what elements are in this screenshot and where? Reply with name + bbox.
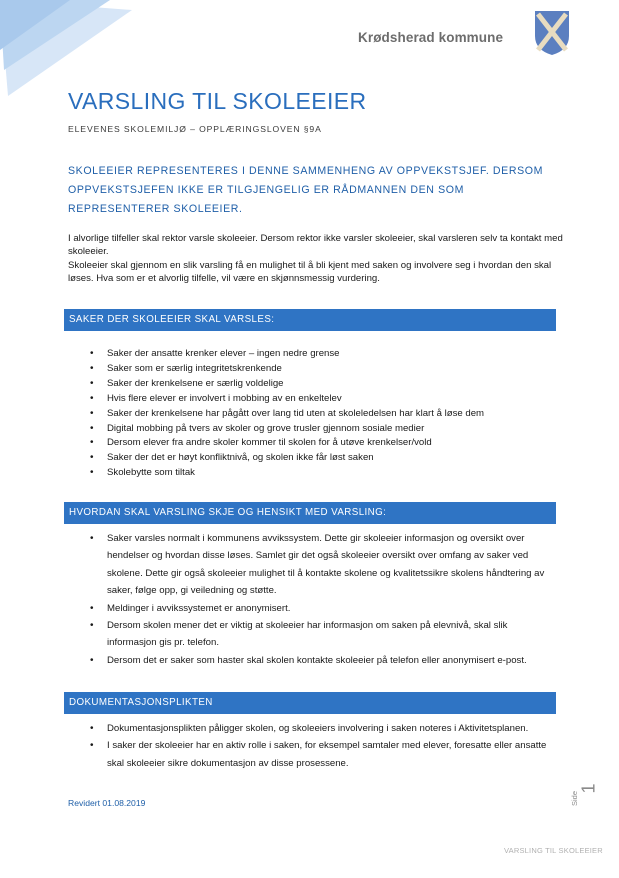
- intro-paragraph: Skoleeier skal gjennom en slik varsling få en mulighet til å bli kjent med saken og involvere seg i hvordan den skal løses. Hva som er et alvorlig tilfelle, vil være en skjønnsmessig vurdering.: [68, 259, 552, 284]
- intro-body: [68, 232, 568, 285]
- when-to-notify-list: [90, 347, 550, 481]
- list-item: • I saker der skoleeier har en aktiv rolle i saken, for eksempel samtaler med elever, foresatte eller ansatte skal skoleeier sikre dokumentasjon av disse prosessene.: [90, 737, 552, 772]
- section-heading-how-to-notify: HVORDAN SKAL VARSLING SKJE OG HENSIKT MED VARSLING:: [64, 502, 556, 524]
- list-item: • Digital mobbing på tvers av skoler og grove trusler gjennom sosiale medier: [90, 422, 550, 437]
- page-number: 1: [578, 783, 599, 794]
- list-item: • Saker der krenkelsene har pågått over lang tid uten at skoleledelsen har klart å løse dem: [90, 407, 550, 422]
- municipality-crest-icon: [534, 10, 570, 56]
- list-item: • Dersom skolen mener det er viktig at skoleeier har informasjon om saken på elevnivå, skal slik informasjon gis pr. telefon.: [90, 617, 552, 652]
- list-item: • Saker varsles normalt i kommunens avvikssystem. Dette gir skoleeier informasjon og oversikt over hendelser og hvordan disse løses. Samlet gir det også skoleeier oversikt over omfang av saker ved skolene. Dette gir også skoleeier mulighet til å kontakte skolene og kvalitetssikre skolens håndtering av saker, følge opp, gi veiledning og støtte.: [90, 530, 552, 600]
- list-item: • Dersom det er saker som haster skal skolen kontakte skoleeier på telefon eller anonymisert e-post.: [90, 652, 552, 669]
- document-title: VARSLING TIL SKOLEEIER: [68, 88, 367, 114]
- list-item: • Meldinger i avvikssystemet er anonymisert.: [90, 600, 552, 617]
- intro-heading: SKOLEEIER REPRESENTERES I DENNE SAMMENHENG AV OPPVEKSTSJEF. DERSOM OPPVEKSTSJEFEN IKKE ER TILGJENGELIG ER RÅDMANNEN DEN SOM REPRESENTERER SKOLEEIER.: [68, 165, 544, 215]
- list-item: • Saker der ansatte krenker elever – ingen nedre grense: [90, 347, 550, 362]
- list-item: • Saker der krenkelsene er særlig voldelige: [90, 377, 550, 392]
- revision-date: Revidert 01.08.2019: [68, 798, 146, 808]
- list-item: • Saker som er særlig integritetskrenkende: [90, 362, 550, 377]
- footer-running-title: VARSLING TIL SKOLEEIER: [504, 846, 603, 855]
- municipality-name: Krødsherad kommune: [358, 30, 504, 45]
- section-heading-when-to-notify: SAKER DER SKOLEEIER SKAL VARSLES:: [64, 309, 556, 331]
- list-item: • Dokumentasjonsplikten påligger skolen, og skoleeiers involvering i saken noteres i Aktivitetsplanen.: [90, 720, 552, 737]
- list-item: • Saker der det er høyt konfliktnivå, og skolen ikke får løst saken: [90, 451, 550, 466]
- corner-decoration: [0, 0, 140, 100]
- list-item: • Hvis flere elever er involvert i mobbing av en enkeltelev: [90, 392, 550, 407]
- document-subtitle: ELEVENES SKOLEMILJØ – OPPLÆRINGSLOVEN §9A: [68, 124, 322, 134]
- how-to-notify-list: [90, 530, 552, 669]
- documentation-duty-list: [90, 720, 552, 772]
- intro-paragraph: I alvorlige tilfeller skal rektor varsle skoleeier. Dersom rektor ikke varsler skoleeier, skal varsleren selv ta kontakt med skoleeier.: [68, 233, 563, 258]
- page-side-word: Side: [570, 790, 579, 806]
- section-heading-documentation-duty: DOKUMENTASJONSPLIKTEN: [64, 692, 556, 714]
- page-number-label: [570, 784, 610, 814]
- list-item: • Dersom elever fra andre skoler kommer til skolen for å utøve krenkelser/vold: [90, 436, 550, 451]
- list-item: • Skolebytte som tiltak: [90, 466, 550, 481]
